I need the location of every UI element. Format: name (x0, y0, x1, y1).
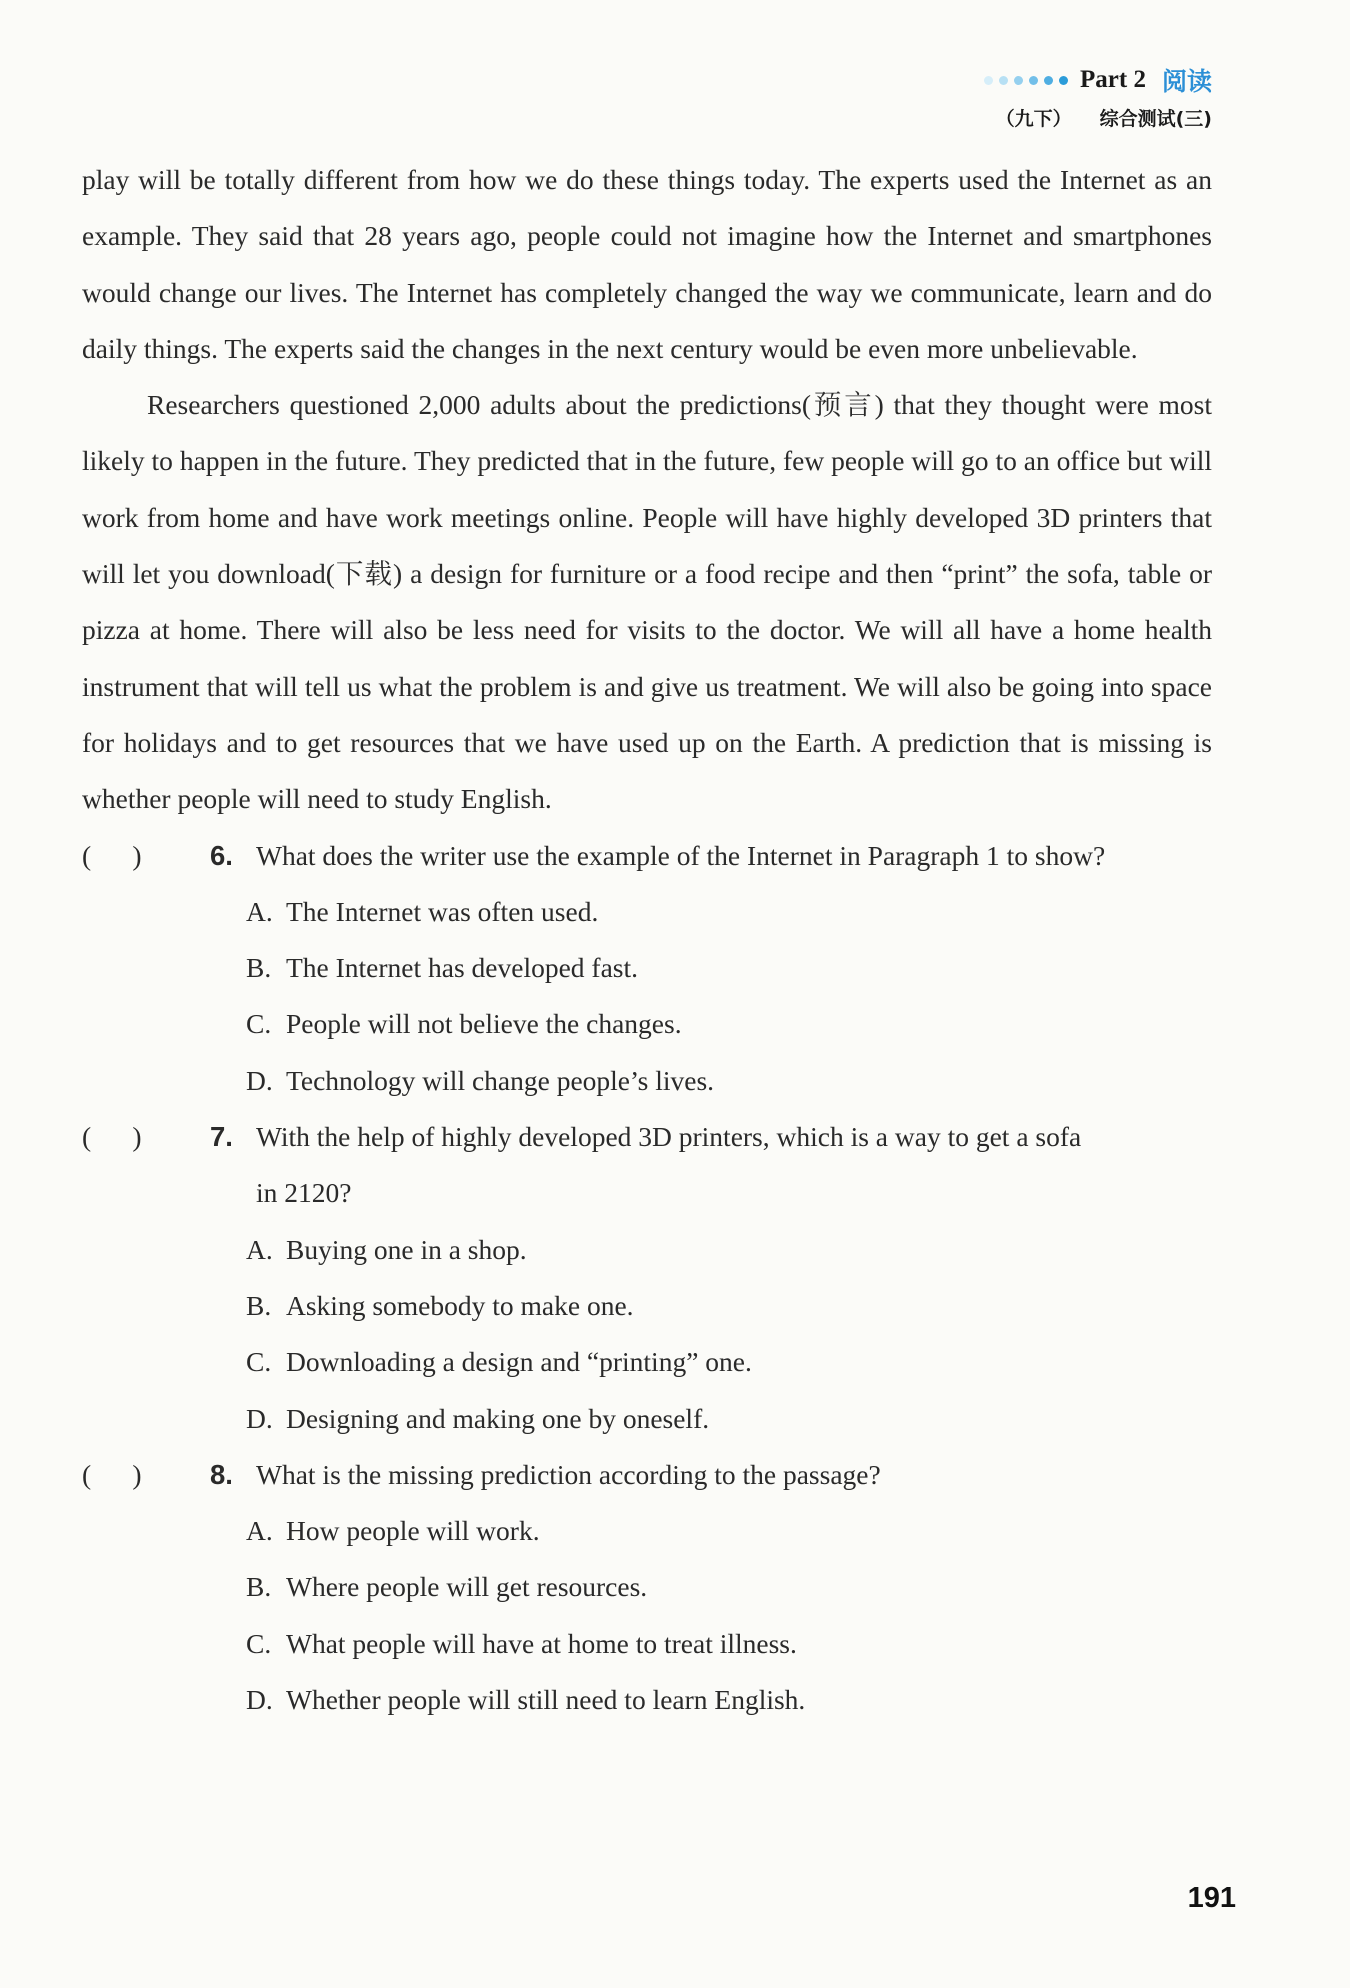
question-text-continued: in 2120? (256, 1177, 352, 1209)
dot-icon (1059, 76, 1068, 85)
question-text: With the help of highly developed 3D printers, which is a way to get a sofa (256, 1121, 1082, 1153)
option-letter: D. (246, 1684, 273, 1716)
dot-icon (999, 76, 1008, 85)
option-item (246, 1503, 1212, 1559)
page-header (984, 62, 1212, 131)
header-title-line (984, 62, 1212, 98)
option-text: People will not believe the changes. (286, 1008, 682, 1040)
option-item (246, 884, 1212, 940)
option-text: The Internet was often used. (286, 895, 599, 927)
section-label: 阅读 (1161, 67, 1212, 96)
option-item (246, 1391, 1212, 1447)
question-8 (82, 1447, 1212, 1728)
option-letter: A. (246, 1515, 273, 1547)
answer-blank[interactable]: ( ) (82, 839, 142, 871)
option-letter: C. (246, 1627, 272, 1659)
option-item (246, 1222, 1212, 1278)
page-number: 191 (1187, 1882, 1236, 1914)
passage-paragraph: Researchers questioned 2,000 adults about the predictions(预言) that they thought were most likely to happen in the future. They predicted that in the future, few people will go to an office but will work from home and have work meetings online. People will have highly developed 3D printers that will let you download(下载) a design for furniture or a food recipe and then “print” the sofa, table or pizza at home. There will also be less need for visits to the doctor. We will all have a home health instrument that will tell us what the problem is and give us treatment. We will also be going into space for holidays and to get resources that we have used up on the Earth. A prediction that is missing is whether people will need to study English. (82, 389, 1212, 815)
question-7 (82, 1109, 1212, 1447)
dot-icon (984, 76, 993, 85)
option-text: Designing and making one by oneself. (286, 1402, 710, 1434)
answer-blank[interactable]: ( ) (82, 1121, 142, 1153)
option-text: Buying one in a shop. (286, 1233, 527, 1265)
question-number: 8. (210, 1458, 233, 1490)
grade-label: （九下） (995, 108, 1072, 130)
decorative-dots (984, 76, 1068, 85)
option-letter: D. (246, 1402, 273, 1434)
main-content (82, 152, 1212, 1728)
option-text: Where people will get resources. (286, 1571, 648, 1603)
option-letter: B. (246, 952, 272, 984)
option-text: Downloading a design and “printing” one. (286, 1346, 752, 1378)
question-text: What does the writer use the example of the Internet in Paragraph 1 to show? (256, 839, 1106, 871)
option-text: Asking somebody to make one. (286, 1289, 634, 1321)
question-6 (82, 828, 1212, 1109)
dot-icon (1044, 76, 1053, 85)
option-list (82, 1222, 1212, 1447)
option-text: Technology will change people’s lives. (286, 1064, 715, 1096)
option-item (246, 1278, 1212, 1334)
option-letter: C. (246, 1008, 272, 1040)
dot-icon (1029, 76, 1038, 85)
option-item (246, 1334, 1212, 1390)
question-number: 6. (210, 839, 233, 871)
option-list (82, 1503, 1212, 1728)
option-item (246, 940, 1212, 996)
answer-blank[interactable]: ( ) (82, 1458, 142, 1490)
option-letter: D. (246, 1064, 273, 1096)
option-item (246, 1616, 1212, 1672)
option-text: The Internet has developed fast. (286, 952, 639, 984)
option-list (82, 884, 1212, 1109)
option-item (246, 1672, 1212, 1728)
part-label: Part 2 (1080, 66, 1146, 93)
option-letter: A. (246, 895, 273, 927)
option-text: Whether people will still need to learn English. (286, 1684, 806, 1716)
option-letter: B. (246, 1289, 272, 1321)
passage-paragraph: play will be totally different from how we do these things today. The experts used the Internet as an example. They said that 28 years ago, people could not imagine how the Internet and smartphones would change our lives. The Internet has completely changed the way we communicate, learn and do daily things. The experts said the changes in the next century would be even more unbelievable. (82, 164, 1212, 364)
option-text: How people will work. (286, 1515, 540, 1547)
test-label: 综合测试(三) (1099, 108, 1212, 130)
option-item (246, 1053, 1212, 1109)
option-letter: C. (246, 1346, 272, 1378)
header-subtitle-line (984, 104, 1212, 131)
option-item (246, 1559, 1212, 1615)
option-letter: B. (246, 1571, 272, 1603)
question-number: 7. (210, 1121, 233, 1153)
dot-icon (1014, 76, 1023, 85)
option-item (246, 996, 1212, 1052)
option-text: What people will have at home to treat illness. (286, 1627, 797, 1659)
option-letter: A. (246, 1233, 273, 1265)
question-text: What is the missing prediction according to the passage? (256, 1458, 881, 1490)
